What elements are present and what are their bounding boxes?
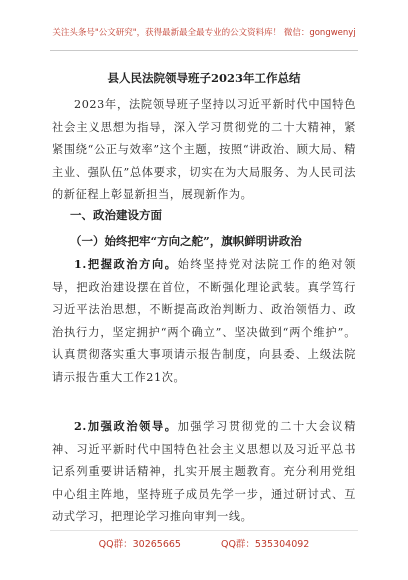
item-text: 始终坚持党对法院工作的绝对领导，把政治建设摆在首位，不断强化理论武装。真学笃行习近平法治思想，不断提高政治判断力、政治领悟力、政治执行力，坚定拥护“两个确立”、坚决做到“两个维护”。认真贯彻落实重大事项请示报告制度，向县委、上级法院请示报告重大工作21次。 bbox=[52, 258, 356, 384]
item-paragraph-1 bbox=[52, 253, 356, 389]
sub-heading: （一）始终把牢“方向之舵”，旗帜鲜明讲政治 bbox=[70, 234, 302, 248]
intro-paragraph bbox=[52, 94, 356, 207]
footer bbox=[0, 536, 408, 550]
section-heading: 一、政治建设方面 bbox=[70, 208, 162, 222]
footer-divider bbox=[50, 530, 358, 531]
item-lead: 1.把握政治方向。 bbox=[74, 257, 178, 271]
header-banner: 关注头条号"公文研究"，获得最新最全最专业的公文资料库！ 微信：gongwenyj bbox=[52, 28, 356, 38]
footer-qq-group-2: QQ群：535304092 bbox=[220, 539, 310, 550]
footer-qq-group-1: QQ群：30265665 bbox=[98, 539, 181, 550]
intro-text: 2023年，法院领导班子坚持以习近平新时代中国特色社会主义思想为指导，深入学习贯彻党的二十大精神，紧紧围绕“公正与效率”这个主题，按照“讲政治、顾大局、精主业、强队伍”总体要求，切实在为大局服务、为人民司法的新征程上彰显新担当，展现新作为。 bbox=[52, 98, 356, 201]
document-title: 县人民法院领导班子2023年工作总结 bbox=[107, 71, 301, 85]
item-text: 加强学习贯彻党的二十大会议精神、习近平新时代中国特色社会主义思想以及习近平总书记系列重要讲话精神，扎实开展主题教育。充分利用党组中心组主阵地，坚持班子成员先学一步，通过研讨式、互动式学习，把理论学习推向审判一线。 bbox=[52, 420, 356, 523]
header-divider bbox=[50, 50, 358, 51]
item-lead: 2.加强政治领导。 bbox=[74, 419, 178, 433]
item-paragraph-2 bbox=[52, 415, 356, 529]
